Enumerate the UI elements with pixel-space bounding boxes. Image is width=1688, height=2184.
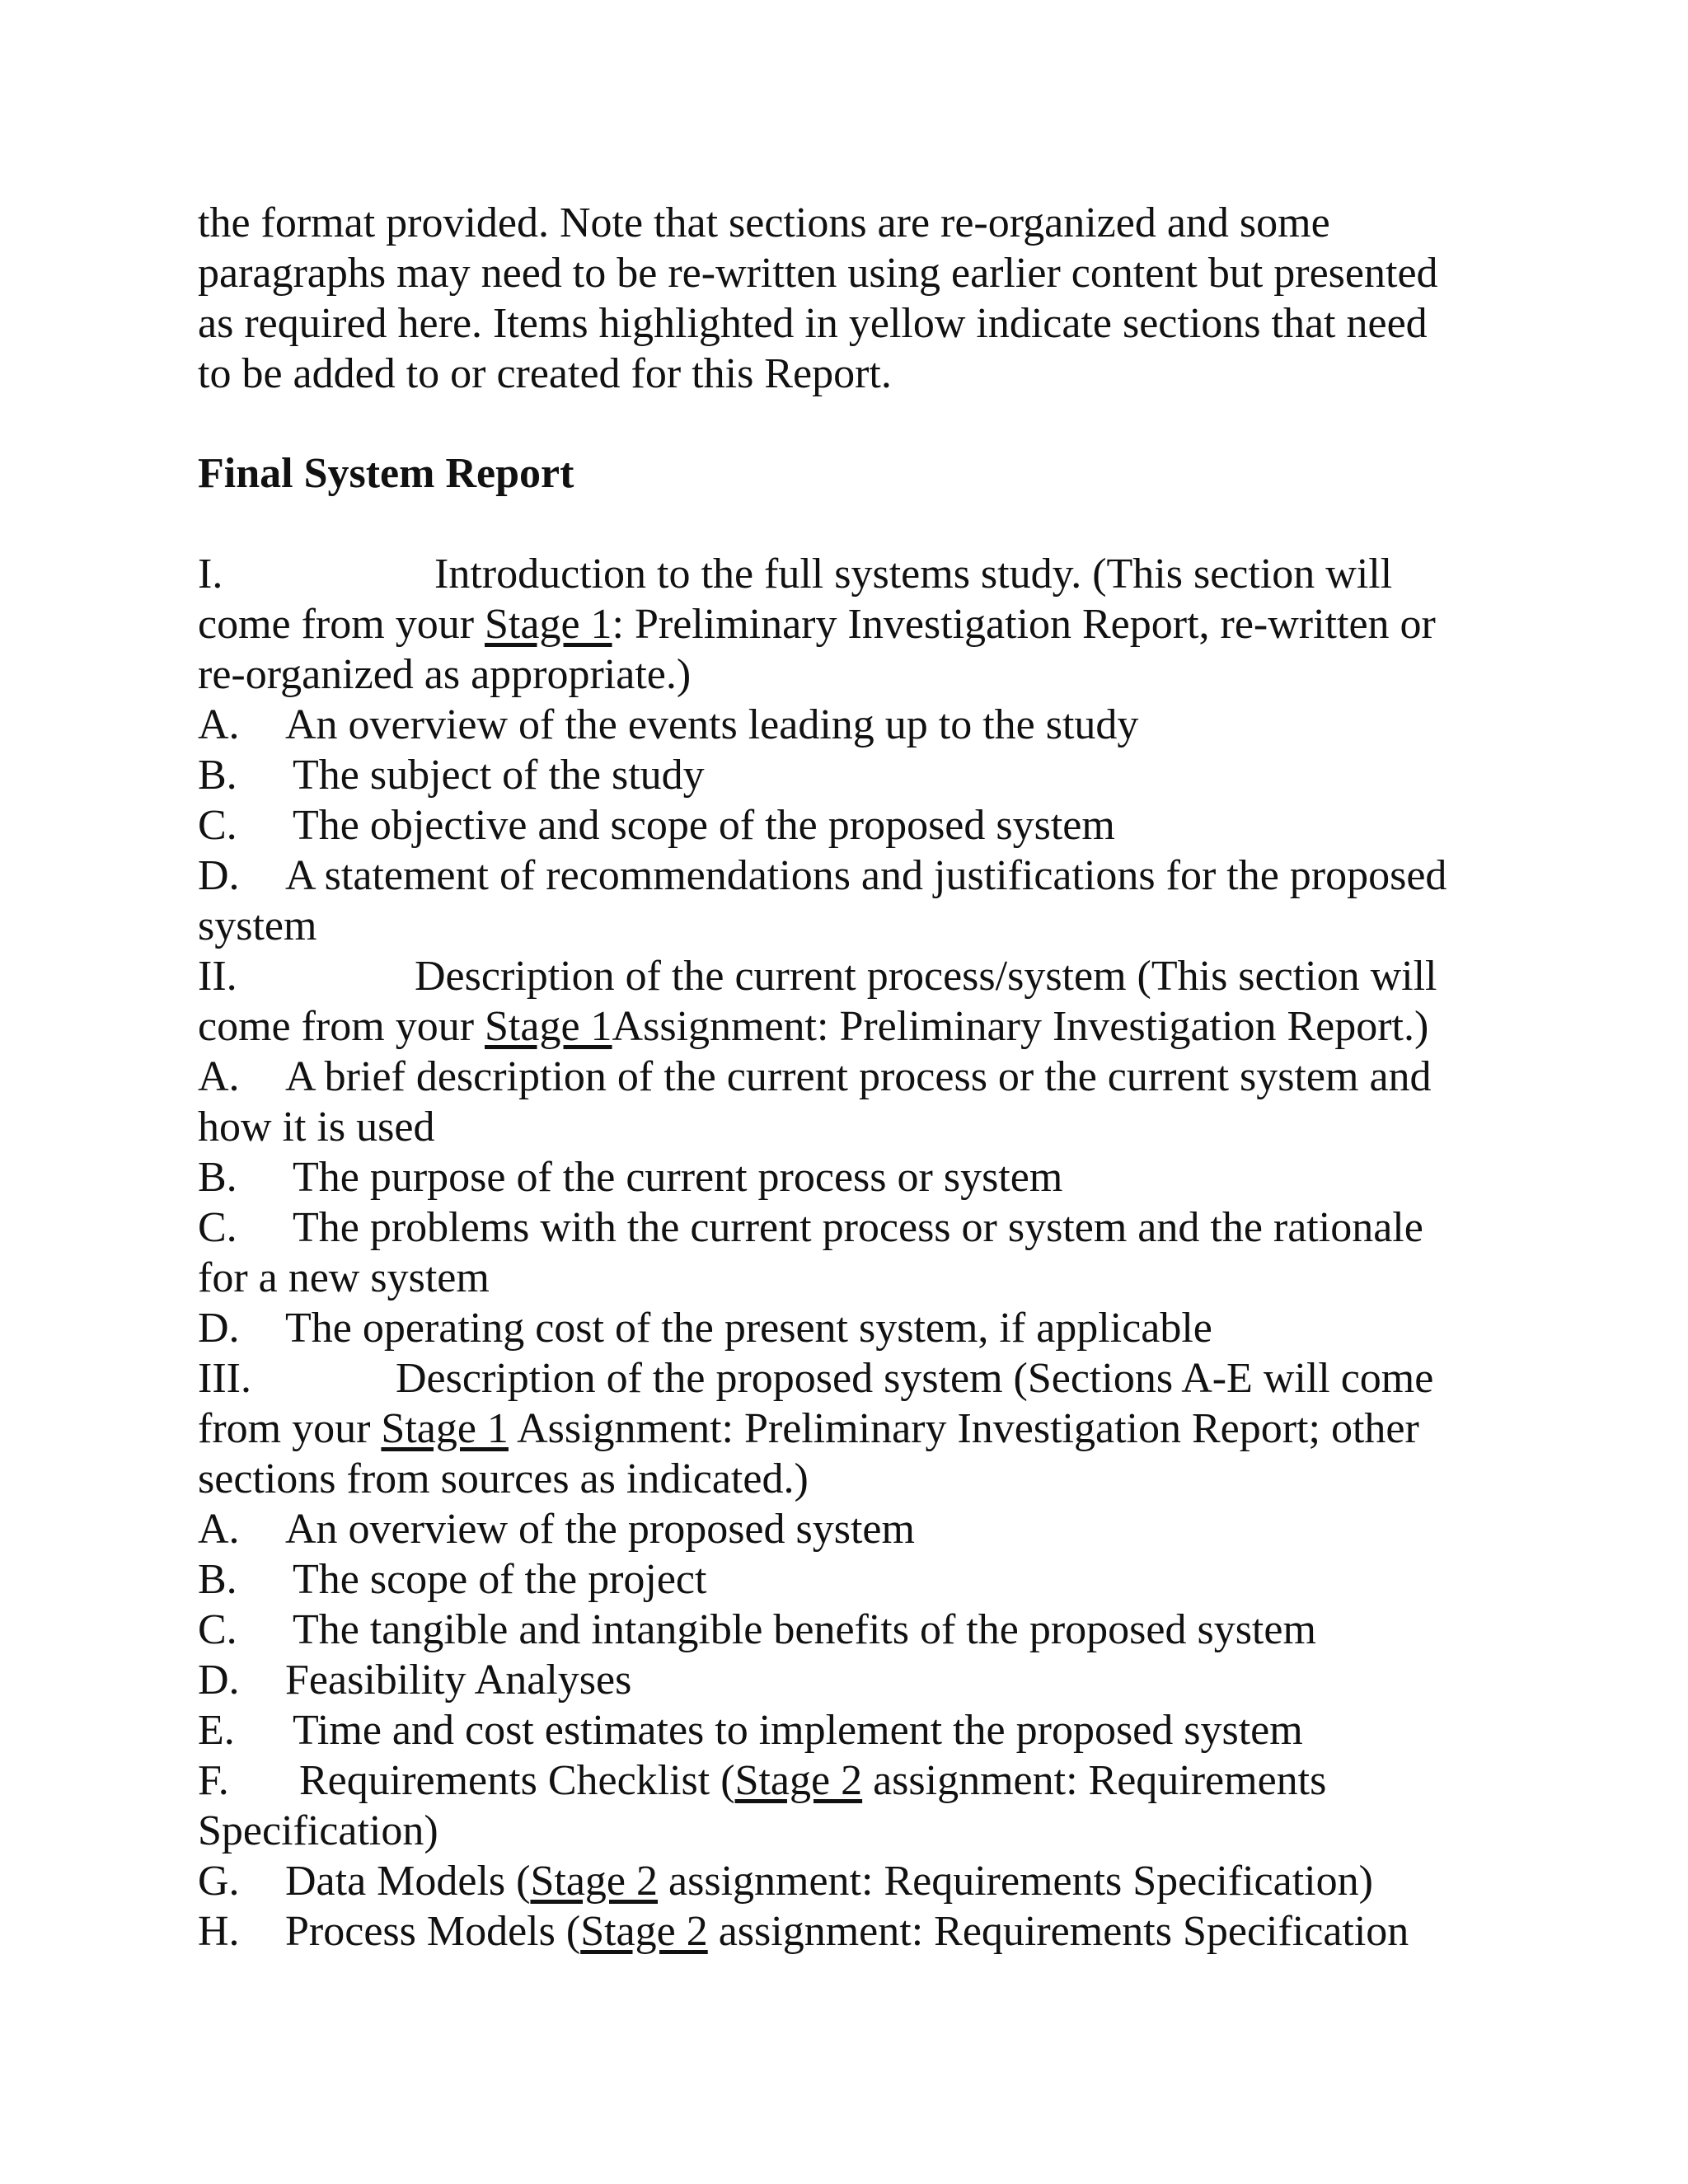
- item-text: assignment: Requirements: [862, 1757, 1327, 1804]
- section-3-heading: [198, 1353, 1500, 1404]
- spacer: [198, 399, 1500, 448]
- stage-2-reference: Stage 2: [580, 1908, 708, 1955]
- list-item: [198, 1856, 1500, 1906]
- list-item: [198, 1655, 1500, 1705]
- list-item: [198, 1705, 1500, 1755]
- spacer: [198, 499, 1500, 549]
- item-text: assignment: Requirements Specification): [658, 1858, 1373, 1905]
- section-2-heading: [198, 951, 1500, 1001]
- item-text: Time and cost estimates to implement the proposed system: [293, 1707, 1303, 1754]
- source-text: Assignment: Preliminary Investigation Report; other: [508, 1405, 1419, 1452]
- list-item: [198, 1755, 1500, 1806]
- item-label: D.: [198, 1657, 240, 1704]
- item-text: The operating cost of the present system, if applicable: [285, 1305, 1212, 1352]
- item-text: Requirements Checklist (: [299, 1757, 735, 1804]
- section-3-heading-end: sections from sources as indicated.): [198, 1455, 809, 1502]
- item-label: E.: [198, 1707, 235, 1754]
- section-3: [198, 1353, 1500, 1957]
- source-text: Assignment: Preliminary Investigation Report.): [612, 1003, 1429, 1050]
- section-3-source-line: [198, 1404, 1500, 1454]
- item-label: C.: [198, 802, 237, 849]
- source-text: from your: [198, 1405, 382, 1452]
- item-label: D.: [198, 852, 240, 899]
- source-text: come from your: [198, 1003, 485, 1050]
- list-item: [198, 700, 1500, 750]
- list-item: [198, 1906, 1500, 1957]
- stage-2-reference: Stage 2: [734, 1757, 863, 1804]
- item-label: A.: [198, 1053, 240, 1100]
- intro-paragraph: [198, 198, 1500, 399]
- intro-line: as required here. Items highlighted in yellow indicate sections that need: [198, 300, 1428, 347]
- item-label: F.: [198, 1757, 229, 1804]
- item-text: The objective and scope of the proposed system: [293, 802, 1115, 849]
- item-text: The purpose of the current process or system: [293, 1154, 1063, 1201]
- item-label: D.: [198, 1305, 240, 1352]
- section-2: [198, 951, 1500, 1353]
- section-2-source-line: [198, 1001, 1500, 1052]
- document-page: [198, 198, 1500, 1957]
- item-label: B.: [198, 1154, 237, 1201]
- item-text: The tangible and intangible benefits of the proposed system: [293, 1606, 1316, 1653]
- source-text: : Preliminary Investigation Report, re-written or: [612, 601, 1436, 648]
- item-text: A brief description of the current process or the current system and: [285, 1053, 1432, 1100]
- item-label: H.: [198, 1908, 240, 1955]
- section-1-heading-end: re-organized as appropriate.): [198, 651, 692, 698]
- stage-1-reference: Stage 1: [485, 601, 612, 648]
- intro-line: the format provided. Note that sections are re-organized and some: [198, 199, 1330, 246]
- section-3-numeral: III.: [198, 1355, 251, 1402]
- list-item: [198, 1303, 1500, 1353]
- item-text: Feasibility Analyses: [285, 1657, 632, 1704]
- list-item: [198, 1554, 1500, 1605]
- item-text: An overview of the proposed system: [285, 1506, 915, 1553]
- list-item: [198, 1152, 1500, 1202]
- list-item: [198, 1504, 1500, 1554]
- list-item: [198, 851, 1500, 901]
- intro-line: paragraphs may need to be re-written using earlier content but presented: [198, 250, 1438, 297]
- stage-2-reference: Stage 2: [530, 1858, 659, 1905]
- stage-1-reference: Stage 1: [381, 1405, 509, 1452]
- section-2-numeral: II.: [198, 953, 237, 1000]
- item-label: C.: [198, 1606, 237, 1653]
- item-text: A statement of recommendations and justifications for the proposed: [285, 852, 1447, 899]
- page-title: Final System Report: [198, 450, 574, 497]
- section-1-source-line: [198, 599, 1500, 649]
- item-text: Process Models (: [285, 1908, 581, 1955]
- list-item: [198, 1202, 1500, 1253]
- list-item: [198, 1605, 1500, 1655]
- list-item-continuation: system: [198, 902, 317, 949]
- item-text: An overview of the events leading up to the study: [285, 701, 1139, 748]
- list-item-continuation: Specification): [198, 1807, 438, 1854]
- item-text: The problems with the current process or system and the rationale: [293, 1204, 1423, 1251]
- item-text: Data Models (: [285, 1858, 531, 1905]
- section-3-heading-text: Description of the proposed system (Sections A-E will come: [396, 1355, 1434, 1402]
- section-1-heading-text: Introduction to the full systems study. (This section will: [434, 551, 1393, 598]
- item-text: assignment: Requirements Specification: [707, 1908, 1409, 1955]
- item-label: B.: [198, 752, 237, 799]
- list-item-continuation: how it is used: [198, 1104, 435, 1151]
- list-item-continuation: for a new system: [198, 1254, 490, 1301]
- item-label: G.: [198, 1858, 240, 1905]
- section-1-numeral: I.: [198, 551, 223, 598]
- item-text: The subject of the study: [293, 752, 705, 799]
- section-1: [198, 549, 1500, 951]
- list-item: [198, 750, 1500, 800]
- item-label: A.: [198, 1506, 240, 1553]
- item-label: B.: [198, 1556, 237, 1603]
- intro-line: to be added to or created for this Report.: [198, 350, 892, 397]
- section-1-heading: [198, 549, 1500, 599]
- stage-1-reference: Stage 1: [485, 1003, 612, 1050]
- item-label: C.: [198, 1204, 237, 1251]
- source-text: come from your: [198, 601, 485, 648]
- item-label: A.: [198, 701, 240, 748]
- list-item: [198, 800, 1500, 851]
- list-item: [198, 1052, 1500, 1102]
- item-text: The scope of the project: [293, 1556, 707, 1603]
- section-2-heading-text: Description of the current process/system (This section will: [415, 953, 1437, 1000]
